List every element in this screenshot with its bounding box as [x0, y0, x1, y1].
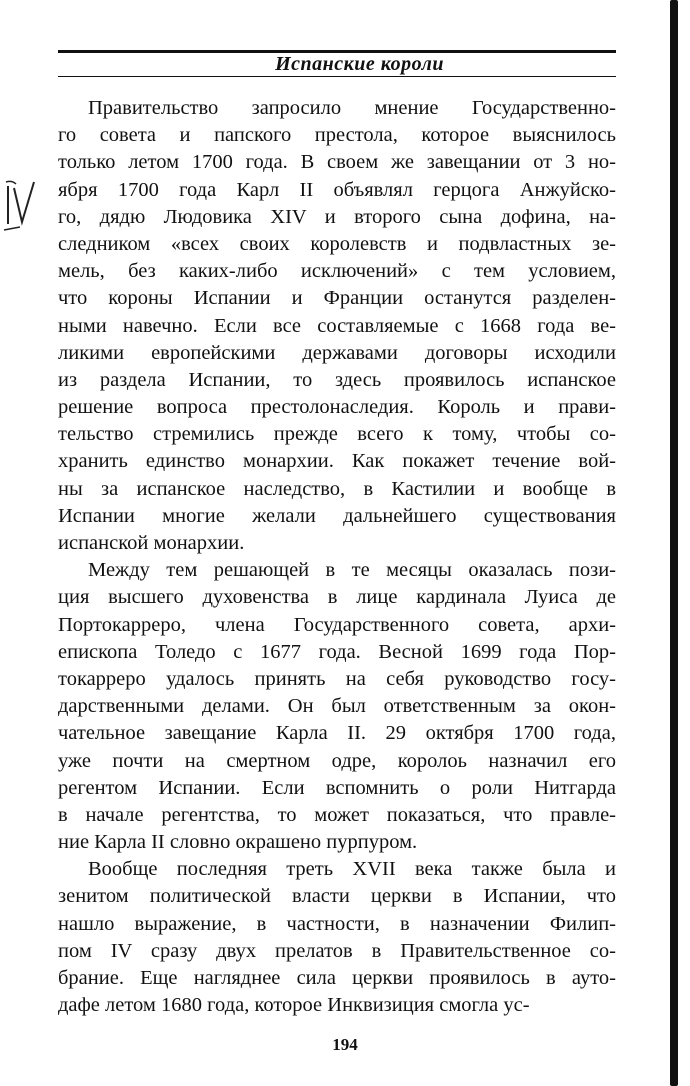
text-line: токарреро удалось принять на себя руководство госу-	[58, 667, 616, 690]
text-line: чательное завещание Карла II. 29 октября 1700 года,	[58, 722, 616, 745]
text-line: дарственными делами. Он был ответственным за окон-	[58, 695, 616, 718]
text-line: в начале регентства, то может показаться, что правле-	[58, 803, 616, 826]
text-line: пом IV сразу двух прелатов в Правительственное со-	[58, 939, 616, 962]
text-line: ликими европейскими державами договоры исходили	[58, 341, 616, 364]
text-line: ция высшего духовенства в лице кардинала Луиса де	[58, 586, 616, 609]
text-line: из раздела Испании, то здесь проявилось испанское	[58, 368, 616, 391]
text-line: нашло выражение, в частности, в назначении Филип-	[58, 912, 616, 935]
text-line: Испании многие желали дальнейшего существования	[58, 504, 616, 527]
text-line: только летом 1700 года. В своем же завещании от 3 но-	[58, 151, 616, 174]
text-line: ными навечно. Если все составляемые с 1668 года ве-	[58, 314, 616, 337]
paragraph	[58, 95, 616, 557]
text-line: решение вопроса престолонаследия. Король и прави-	[58, 396, 616, 419]
text-line: зенитом политической власти церкви в Испании, что	[58, 885, 616, 908]
text-line: регентом Испании. Если вспомнить о роли Нитгарда	[58, 776, 616, 799]
text-line: ября 1700 года Карл II объявлял герцога Анжуйско-	[58, 178, 616, 201]
text-line: ние Карла II словно окрашено пурпуром.	[58, 831, 418, 854]
body-text	[58, 95, 616, 1019]
text-line: го совета и папского престола, которое выяснилось	[58, 124, 616, 147]
text-line: Портокарреро, члена Государственного совета, архи-	[58, 613, 616, 636]
text-line: епископа Толедо с 1677 года. Весной 1699 года Пор-	[58, 640, 616, 663]
text-line: ны за испанское наследство, в Кастилии и вообще в	[58, 477, 616, 500]
text-line: уже почти на смертном одре, королоь назначил его	[58, 749, 616, 772]
running-header	[58, 53, 616, 76]
text-line: испанской монархии.	[58, 532, 245, 554]
header-rule-bottom	[58, 76, 616, 77]
text-line: Правительство запросило мнение Государственно-	[88, 97, 616, 119]
text-line: хранить единство монархии. Как покажет течение вой-	[58, 450, 616, 473]
text-line: мель, без каких-либо исключений» с тем условием,	[58, 260, 616, 283]
paragraph	[58, 557, 616, 856]
text-line: брание. Еще нагляднее сила церкви проявилось в ауто-	[58, 967, 616, 989]
text-line: Между тем решающей в те месяцы оказалась пози-	[88, 559, 616, 582]
page-edge-shadow	[670, 0, 678, 1086]
handwritten-mark-icon	[2, 178, 38, 238]
page-number: 194	[332, 1035, 358, 1054]
text-line: что короны Испании и Франции останутся разделен-	[58, 287, 616, 310]
text-line: Вообще последняя треть XVII века также была и	[88, 858, 616, 881]
text-line: дафе летом 1680 года, которое Инквизиция смогла ус-	[58, 994, 530, 1017]
text-line: го, дядю Людовика XIV и второго сына дофина, на-	[58, 205, 616, 228]
paragraph	[58, 856, 616, 1019]
text-line: следником «всех своих королевств и подвластных зе-	[58, 232, 616, 255]
text-line: тельство стремились прежде всего к тому, чтобы со-	[58, 423, 616, 446]
running-header-title: Испанские короли	[275, 53, 444, 75]
